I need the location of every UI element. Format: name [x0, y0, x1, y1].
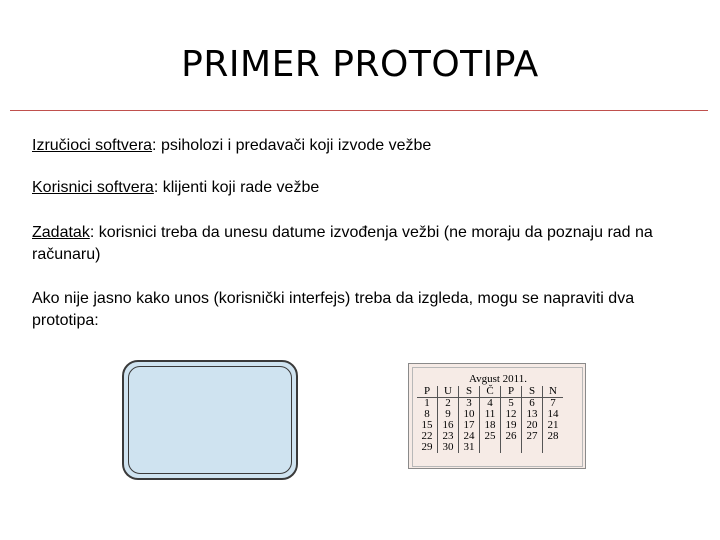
calendar-grid — [417, 386, 563, 453]
calendar-day[interactable]: 9 — [438, 409, 459, 420]
users-term: Korisnici softvera — [32, 179, 154, 196]
title-divider — [10, 110, 708, 111]
task-text: : korisnici treba da unesu datume izvođenja vežbi (ne moraju da poznaju rad na računaru) — [32, 224, 653, 263]
calendar-weekday: N — [543, 386, 564, 398]
calendar-day[interactable]: 15 — [421, 419, 433, 431]
calendar-day[interactable]: 2 — [438, 398, 459, 410]
paragraph-prototypes: Ako nije jasno kako unos (korisnički interfejs) treba da izgleda, mogu se napraviti dva prototipa: — [32, 290, 635, 329]
calendar-day[interactable]: 31 — [459, 442, 480, 453]
calendar-day[interactable]: 29 — [421, 441, 433, 453]
paragraph-users — [32, 177, 692, 199]
calendar-day[interactable]: 4 — [480, 398, 501, 410]
calendar-day — [543, 442, 564, 453]
calendar-day[interactable]: 11 — [480, 409, 501, 420]
calendar-day[interactable]: 28 — [543, 431, 564, 442]
calendar-day[interactable]: 1 — [424, 397, 430, 409]
calendar-day[interactable]: 21 — [543, 420, 564, 431]
calendar-day[interactable]: 14 — [543, 409, 564, 420]
calendar-month-title: Avgust 2011. — [468, 373, 528, 385]
calendar-day[interactable]: 26 — [501, 431, 522, 442]
calendar-week-row — [417, 442, 563, 453]
users-text: : klijenti koji rade vežbe — [153, 179, 320, 196]
calendar-weekday: Č — [480, 386, 501, 398]
calendar-day[interactable]: 8 — [424, 408, 430, 420]
calendar-week-row — [417, 431, 563, 442]
suppliers-text: : psiholozi i predavači koji izvode vežbe — [152, 137, 432, 154]
calendar-day — [501, 442, 522, 453]
calendar-day[interactable]: 18 — [480, 420, 501, 431]
calendar-day — [480, 442, 501, 453]
calendar-day[interactable]: 3 — [459, 398, 480, 410]
calendar-day[interactable]: 30 — [438, 442, 459, 453]
calendar-day[interactable]: 5 — [501, 398, 522, 410]
calendar-day[interactable]: 13 — [522, 409, 543, 420]
calendar-day[interactable]: 23 — [438, 431, 459, 442]
calendar-day[interactable]: 25 — [480, 431, 501, 442]
calendar-weekday: P — [417, 386, 438, 398]
calendar-day[interactable]: 7 — [543, 398, 564, 410]
prototype-text-box[interactable] — [122, 360, 298, 480]
calendar-day[interactable]: 6 — [522, 398, 543, 410]
calendar-day[interactable]: 12 — [501, 409, 522, 420]
calendar-day[interactable]: 19 — [501, 420, 522, 431]
calendar-day[interactable]: 27 — [522, 431, 543, 442]
calendar-day[interactable]: 22 — [421, 430, 433, 442]
calendar-day[interactable]: 10 — [459, 409, 480, 420]
calendar-weekday-row — [417, 386, 563, 398]
prototype-calendar — [408, 363, 586, 469]
paragraph-suppliers — [32, 135, 692, 157]
calendar-weekday: P — [501, 386, 522, 398]
calendar-day[interactable]: 17 — [459, 420, 480, 431]
calendar-weekday: S — [522, 386, 543, 398]
prototype-text-box-inner — [128, 366, 292, 474]
paragraph-task — [32, 222, 692, 266]
calendar-day[interactable]: 20 — [522, 420, 543, 431]
calendar-day[interactable]: 24 — [459, 431, 480, 442]
calendar-weekday: U — [438, 386, 459, 398]
suppliers-term: Izručioci softvera — [32, 137, 153, 154]
slide-title: PRIMER PROTOTIPA — [181, 44, 539, 85]
task-term: Zadatak — [32, 224, 90, 241]
calendar-weekday: S — [459, 386, 480, 398]
calendar-day — [522, 442, 543, 453]
calendar-day[interactable]: 16 — [438, 420, 459, 431]
